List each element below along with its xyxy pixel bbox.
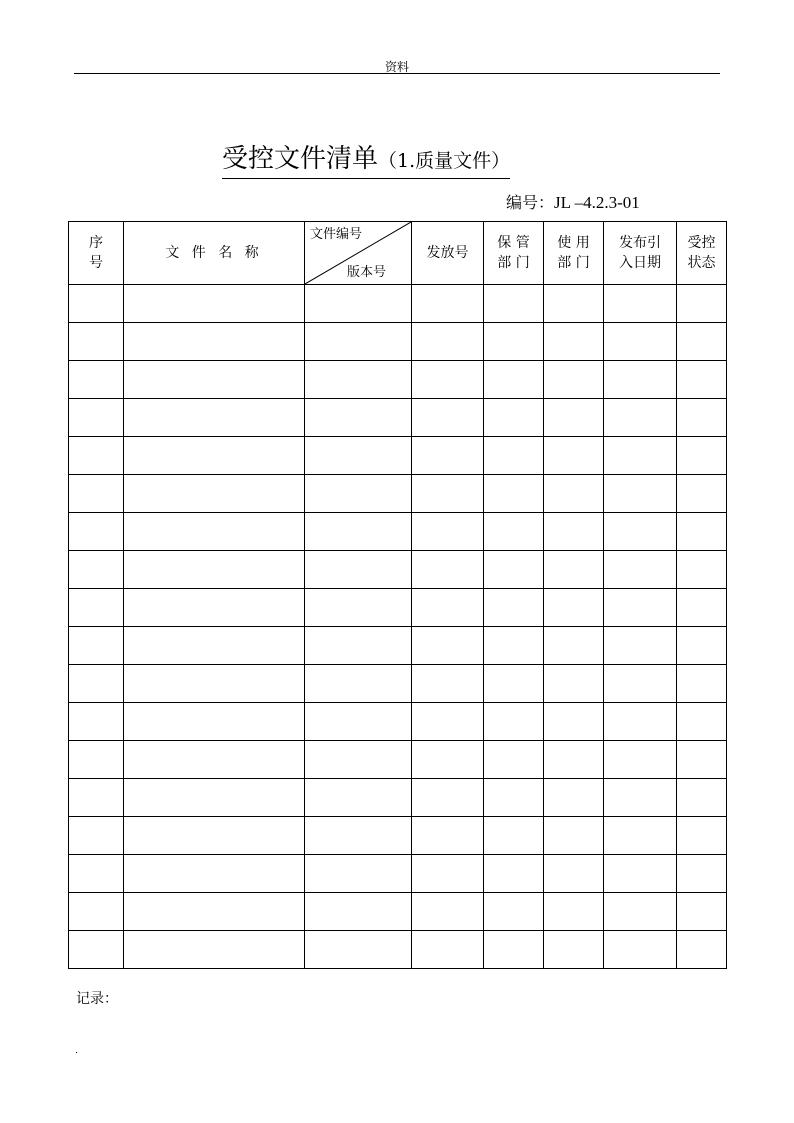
table-cell[interactable] (69, 399, 124, 437)
table-cell[interactable] (305, 893, 412, 931)
table-cell[interactable] (124, 665, 305, 703)
table-cell[interactable] (604, 551, 677, 589)
table-cell[interactable] (544, 817, 604, 855)
table-cell[interactable] (412, 513, 484, 551)
table-cell[interactable] (412, 285, 484, 323)
table-cell[interactable] (305, 627, 412, 665)
title-main: 受控文件清单 (222, 144, 379, 174)
table-cell[interactable] (604, 475, 677, 513)
table-cell[interactable] (412, 931, 484, 969)
header-release-date: 发布引 入日期 (604, 222, 677, 285)
table-cell[interactable] (484, 855, 544, 893)
table-row (69, 285, 727, 323)
table-cell[interactable] (544, 361, 604, 399)
table-cell[interactable] (412, 323, 484, 361)
table-cell[interactable] (604, 513, 677, 551)
table-cell[interactable] (305, 551, 412, 589)
table-cell[interactable] (677, 741, 727, 779)
table-cell[interactable] (69, 437, 124, 475)
table-cell[interactable] (677, 399, 727, 437)
page-header-label: 资料 (384, 60, 409, 74)
table-cell[interactable] (484, 437, 544, 475)
header-issue-number: 发放号 (412, 222, 484, 285)
table-cell[interactable] (124, 437, 305, 475)
table-cell[interactable] (544, 665, 604, 703)
table-cell[interactable] (544, 323, 604, 361)
table-cell[interactable] (544, 399, 604, 437)
table-cell[interactable] (305, 703, 412, 741)
table-cell[interactable] (412, 665, 484, 703)
table-cell[interactable] (412, 475, 484, 513)
table-cell[interactable] (69, 285, 124, 323)
table-cell[interactable] (305, 285, 412, 323)
table-cell[interactable] (484, 817, 544, 855)
table-cell[interactable] (677, 475, 727, 513)
document-code-value: JL –4.2.3-01 (554, 193, 640, 212)
table-cell[interactable] (124, 361, 305, 399)
table-cell[interactable] (544, 437, 604, 475)
stray-mark (76, 1052, 77, 1053)
table-cell[interactable] (544, 589, 604, 627)
document-code-label: 编号： (506, 193, 555, 212)
table-cell[interactable] (677, 551, 727, 589)
table-cell[interactable] (604, 931, 677, 969)
header-user-dept: 使 用 部 门 (544, 222, 604, 285)
table-cell[interactable] (69, 551, 124, 589)
table-cell[interactable] (124, 475, 305, 513)
table-cell[interactable] (124, 817, 305, 855)
title-sub: （1.质量文件） (378, 150, 511, 172)
table-row (69, 931, 727, 969)
table-cell[interactable] (604, 893, 677, 931)
table-row (69, 551, 727, 589)
document-code (506, 190, 640, 213)
table-cell[interactable] (484, 551, 544, 589)
table-cell[interactable] (305, 437, 412, 475)
table-row (69, 323, 727, 361)
table-cell[interactable] (604, 703, 677, 741)
table-cell[interactable] (544, 893, 604, 931)
table-cell[interactable] (544, 703, 604, 741)
header-rule (74, 73, 720, 74)
header-seq: 序 号 (69, 222, 124, 285)
table-cell[interactable] (484, 665, 544, 703)
table-cell[interactable] (677, 513, 727, 551)
table-cell[interactable] (484, 931, 544, 969)
table-row (69, 437, 727, 475)
table-cell[interactable] (544, 627, 604, 665)
table-cell[interactable] (604, 285, 677, 323)
table-cell[interactable] (69, 627, 124, 665)
table-cell[interactable] (604, 855, 677, 893)
table-cell[interactable] (124, 931, 305, 969)
table-cell[interactable] (677, 627, 727, 665)
table-cell[interactable] (544, 475, 604, 513)
header-custody-dept: 保 管 部 门 (484, 222, 544, 285)
table-cell[interactable] (412, 627, 484, 665)
table-cell[interactable] (677, 437, 727, 475)
table-cell[interactable] (604, 779, 677, 817)
table-cell[interactable] (69, 323, 124, 361)
table-cell[interactable] (544, 285, 604, 323)
table-cell[interactable] (69, 475, 124, 513)
table-cell[interactable] (305, 513, 412, 551)
table-row (69, 703, 727, 741)
table-row (69, 475, 727, 513)
table-cell[interactable] (69, 893, 124, 931)
header-version: 版本号 (347, 265, 387, 280)
table-cell[interactable] (544, 741, 604, 779)
table-cell[interactable] (69, 513, 124, 551)
table-row (69, 741, 727, 779)
table-row (69, 817, 727, 855)
table-row (69, 589, 727, 627)
page-title (222, 144, 510, 179)
table-header-row (69, 222, 727, 285)
table-cell[interactable] (124, 893, 305, 931)
table-cell[interactable] (412, 589, 484, 627)
table-row (69, 399, 727, 437)
table-cell[interactable] (305, 817, 412, 855)
table-cell[interactable] (544, 551, 604, 589)
table-cell[interactable] (677, 931, 727, 969)
table-cell[interactable] (69, 589, 124, 627)
table-row (69, 627, 727, 665)
table-cell[interactable] (677, 817, 727, 855)
table-cell[interactable] (124, 855, 305, 893)
table-cell[interactable] (484, 361, 544, 399)
table-cell[interactable] (604, 741, 677, 779)
table-cell[interactable] (604, 627, 677, 665)
table-cell[interactable] (604, 589, 677, 627)
header-document-name: 文 件 名 称 (124, 222, 305, 285)
header-file-number: 文件编号 (310, 227, 363, 242)
table-cell[interactable] (544, 855, 604, 893)
table-cell[interactable] (69, 741, 124, 779)
table-cell[interactable] (484, 627, 544, 665)
table-cell[interactable] (412, 779, 484, 817)
table-cell[interactable] (677, 323, 727, 361)
table-cell[interactable] (604, 817, 677, 855)
header-control-status: 受控 状态 (677, 222, 727, 285)
table-cell[interactable] (412, 855, 484, 893)
table-cell[interactable] (305, 665, 412, 703)
table-cell[interactable] (124, 513, 305, 551)
table-cell[interactable] (677, 893, 727, 931)
table-cell[interactable] (677, 665, 727, 703)
table-cell[interactable] (305, 475, 412, 513)
table-cell[interactable] (484, 513, 544, 551)
table-cell[interactable] (412, 817, 484, 855)
table-cell[interactable] (412, 437, 484, 475)
table-cell[interactable] (305, 399, 412, 437)
table-cell[interactable] (124, 551, 305, 589)
table-cell[interactable] (124, 399, 305, 437)
table-cell[interactable] (412, 703, 484, 741)
table-cell[interactable] (124, 703, 305, 741)
table-cell[interactable] (484, 589, 544, 627)
table-cell[interactable] (69, 931, 124, 969)
table-cell[interactable] (484, 741, 544, 779)
table-cell[interactable] (604, 665, 677, 703)
table-cell[interactable] (69, 665, 124, 703)
table-cell[interactable] (305, 323, 412, 361)
table-cell[interactable] (69, 817, 124, 855)
table-cell[interactable] (69, 779, 124, 817)
table-cell[interactable] (484, 893, 544, 931)
table-cell[interactable] (124, 589, 305, 627)
table-cell[interactable] (412, 399, 484, 437)
table-cell[interactable] (305, 589, 412, 627)
table-cell[interactable] (677, 589, 727, 627)
table-cell[interactable] (484, 285, 544, 323)
table-row (69, 855, 727, 893)
table-cell[interactable] (544, 931, 604, 969)
table-cell[interactable] (305, 741, 412, 779)
table-cell[interactable] (69, 855, 124, 893)
table-cell[interactable] (484, 399, 544, 437)
table-cell[interactable] (604, 399, 677, 437)
table-cell[interactable] (412, 551, 484, 589)
table-row (69, 893, 727, 931)
table-cell[interactable] (124, 285, 305, 323)
table-cell[interactable] (604, 323, 677, 361)
table-cell[interactable] (412, 741, 484, 779)
table-cell[interactable] (677, 703, 727, 741)
table-cell[interactable] (69, 361, 124, 399)
table-cell[interactable] (677, 361, 727, 399)
table-row (69, 513, 727, 551)
table-cell[interactable] (677, 285, 727, 323)
table-cell[interactable] (305, 931, 412, 969)
table-cell[interactable] (69, 703, 124, 741)
table-cell[interactable] (124, 741, 305, 779)
table-cell[interactable] (544, 513, 604, 551)
table-cell[interactable] (305, 855, 412, 893)
table-cell[interactable] (544, 779, 604, 817)
table-cell[interactable] (604, 361, 677, 399)
table-cell[interactable] (484, 703, 544, 741)
table-row (69, 779, 727, 817)
table-cell[interactable] (484, 475, 544, 513)
table-row (69, 361, 727, 399)
table-cell[interactable] (124, 323, 305, 361)
table-cell[interactable] (412, 893, 484, 931)
table-cell[interactable] (604, 437, 677, 475)
table-cell[interactable] (305, 361, 412, 399)
table-cell[interactable] (305, 779, 412, 817)
table-cell[interactable] (124, 627, 305, 665)
table-cell[interactable] (677, 779, 727, 817)
table-cell[interactable] (677, 855, 727, 893)
table-cell[interactable] (412, 361, 484, 399)
controlled-documents-table (68, 221, 727, 969)
table-cell[interactable] (484, 779, 544, 817)
notes-label: 记录： (76, 991, 118, 1007)
table-body (69, 285, 727, 969)
table-cell[interactable] (484, 323, 544, 361)
table-cell[interactable] (124, 779, 305, 817)
header-file-number-version (305, 222, 412, 285)
table-row (69, 665, 727, 703)
